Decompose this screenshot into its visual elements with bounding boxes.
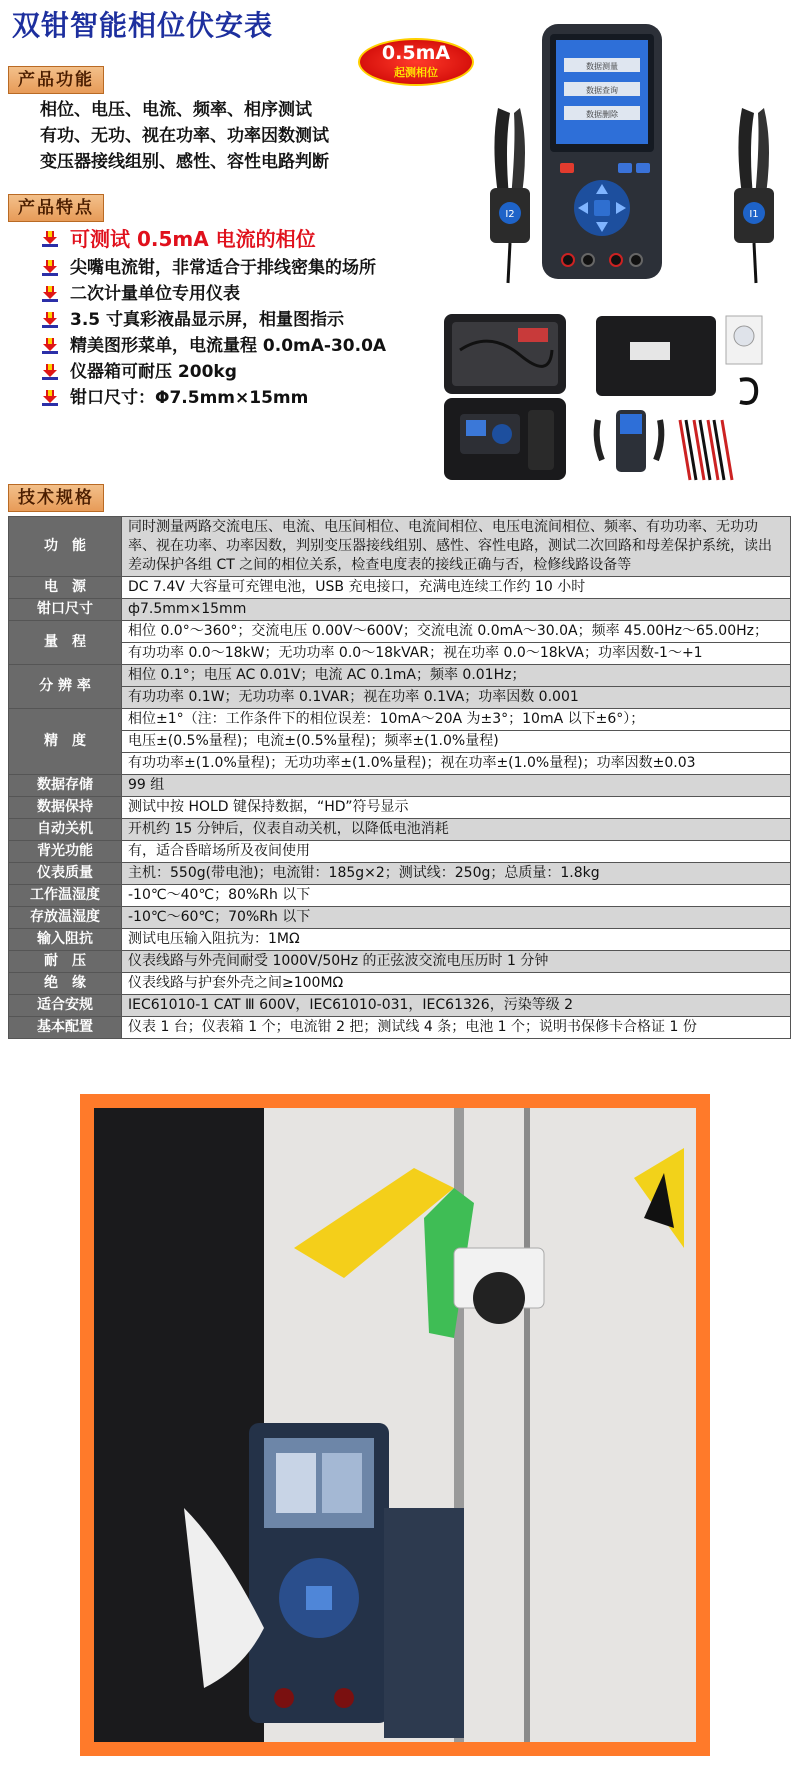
feature-item [40, 255, 376, 281]
feature-item [40, 333, 386, 359]
table-row [9, 775, 791, 797]
spec-label: 功 能 [9, 517, 122, 577]
sensitivity-badge [358, 38, 474, 86]
page-title: 双钳智能相位伏安表 [12, 9, 274, 42]
badge-value: 0.5mA [381, 42, 451, 64]
spec-label: 背光功能 [9, 841, 122, 863]
table-row [9, 863, 791, 885]
spec-value: 测试中按 HOLD 键保持数据，“HD”符号显示 [122, 797, 791, 819]
spec-value: 电压±(0.5%量程)；电流±(0.5%量程)；频率±(1.0%量程) [122, 731, 791, 753]
spec-label: 分 辨 率 [9, 665, 122, 709]
spec-label: 电 源 [9, 577, 122, 599]
spec-label: 钳口尺寸 [9, 599, 122, 621]
field-photo-illustration [94, 1108, 696, 1742]
table-row [9, 797, 791, 819]
table-row [9, 731, 791, 753]
screen-item: 数据测量 [586, 62, 618, 71]
table-row [9, 995, 791, 1017]
spec-value: 相位 0.1°；电压 AC 0.01V；电流 AC 0.1mA；频率 0.01Hz； [122, 665, 791, 687]
meter-product-image [480, 18, 800, 288]
table-row [9, 819, 791, 841]
table-row [9, 577, 791, 599]
spec-label: 耐 压 [9, 951, 122, 973]
open-case-image [440, 310, 570, 485]
spec-value: 99 组 [122, 775, 791, 797]
spec-label: 基本配置 [9, 1017, 122, 1039]
table-row [9, 687, 791, 709]
spec-label: 输入阻抗 [9, 929, 122, 951]
spec-value: 有，适合昏暗场所及夜间使用 [122, 841, 791, 863]
section-tag-functions: 产品功能 [8, 66, 104, 94]
screen-item: 数据查询 [586, 86, 618, 95]
table-row [9, 929, 791, 951]
spec-value: 主机：550g(带电池)；电流钳：185g×2；测试线：250g；总质量：1.8kg [122, 863, 791, 885]
spec-value: 仪表 1 台；仪表箱 1 个；电流钳 2 把；测试线 4 条；电池 1 个；说明书保修卡合格证 1 份 [122, 1017, 791, 1039]
spec-value: 有功功率 0.0～18kW；无功功率 0.0～18kVAR；视在功率 0.0～18kVA；功率因数-1～+1 [122, 643, 791, 665]
arrow-bullet-icon [40, 229, 60, 249]
clamp-left [490, 108, 530, 283]
spec-value: 有功功率±(1.0%量程)；无功功率±(1.0%量程)；视在功率±(1.0%量程)；功率因数±0.03 [122, 753, 791, 775]
spec-value: 开机约 15 分钟后，仪表自动关机，以降低电池消耗 [122, 819, 791, 841]
table-row [9, 599, 791, 621]
feature-text: 尖嘴电流钳，非常适合于排线密集的场所 [70, 258, 376, 278]
spec-label: 绝 缘 [9, 973, 122, 995]
table-row [9, 753, 791, 775]
table-row [9, 907, 791, 929]
spec-value: 测试电压输入阻抗为：1MΩ [122, 929, 791, 951]
feature-text: 二次计量单位专用仪表 [70, 284, 240, 304]
meter-body [542, 24, 662, 279]
arrow-bullet-icon [40, 310, 60, 330]
table-row [9, 643, 791, 665]
feature-text: 精美图形菜单，电流量程 0.0mA-30.0A [70, 336, 387, 356]
spec-value: 仪表线路与护套外壳之间≥100MΩ [122, 973, 791, 995]
spec-value: 有功功率 0.1W；无功功率 0.1VAR；视在功率 0.1VA；功率因数 0.001 [122, 687, 791, 709]
spec-label: 仪表质量 [9, 863, 122, 885]
function-line: 相位、电压、电流、频率、相序测试 [40, 100, 312, 120]
spec-value: 同时测量两路交流电压、电流、电压间相位、电流间相位、电压电流间相位、频率、有功功率、无功功率、视在功率、功率因数，判别变压器接线组别、感性、容性电路，测试二次回路和母差保护系统，读出差动保护各组 CT 之间的相位关系，检查电度表的接线正确与否，检修线路设备等 [122, 517, 791, 577]
arrow-bullet-icon [40, 284, 60, 304]
table-row [9, 885, 791, 907]
table-row [9, 1017, 791, 1039]
feature-item [40, 307, 344, 333]
spec-value: DC 7.4V 大容量可充锂电池，USB 充电接口，充满电连续工作约 10 小时 [122, 577, 791, 599]
arrow-bullet-icon [40, 336, 60, 356]
field-photo [94, 1108, 696, 1742]
table-row [9, 621, 791, 643]
spec-value: 相位±1°（注：工作条件下的相位误差：10mA～20A 为±3°；10mA 以下±6°）； [122, 709, 791, 731]
spec-label: 数据存储 [9, 775, 122, 797]
clamp-right-label: I1 [749, 209, 759, 220]
feature-text: 仪器箱可耐压 200kg [70, 362, 237, 382]
screen-item: 数据删除 [586, 110, 618, 119]
spec-label: 工作温湿度 [9, 885, 122, 907]
spec-label: 数据保持 [9, 797, 122, 819]
arrow-bullet-icon [40, 388, 60, 408]
section-tag-specs: 技术规格 [8, 484, 104, 512]
section-tag-features: 产品特点 [8, 194, 104, 222]
table-row [9, 841, 791, 863]
feature-item [40, 281, 240, 307]
function-line: 变压器接线组别、感性、容性电路判断 [40, 152, 329, 172]
feature-text: 3.5 寸真彩液晶显示屏，相量图指示 [70, 310, 345, 330]
spec-label: 精 度 [9, 709, 122, 775]
table-row [9, 517, 791, 577]
clamp-right [734, 108, 774, 283]
spec-label: 量 程 [9, 621, 122, 665]
function-line: 有功、无功、视在功率、功率因数测试 [40, 126, 329, 146]
spec-value: -10℃～40℃；80%Rh 以下 [122, 885, 791, 907]
feature-text: 可测试 0.5mA 电流的相位 [70, 227, 316, 251]
table-row [9, 973, 791, 995]
feature-item [40, 385, 308, 411]
spec-label: 适合安规 [9, 995, 122, 1017]
table-row [9, 665, 791, 687]
spec-label: 存放温湿度 [9, 907, 122, 929]
accessories-image [590, 310, 790, 490]
spec-table [8, 516, 791, 1039]
spec-value: ф7.5mm×15mm [122, 599, 791, 621]
spec-value: 相位 0.0°～360°；交流电压 0.00V～600V；交流电流 0.0mA～30.0A；频率 45.00Hz～65.00Hz； [122, 621, 791, 643]
table-row [9, 709, 791, 731]
clamp-left-label: I2 [505, 209, 515, 220]
badge-caption: 起测相位 [394, 66, 438, 79]
spec-value: -10℃～60℃；70%Rh 以下 [122, 907, 791, 929]
feature-text: 钳口尺寸：Φ7.5mm×15mm [70, 388, 309, 408]
feature-item [40, 359, 237, 385]
feature-item [40, 226, 316, 252]
spec-value: 仪表线路与外壳间耐受 1000V/50Hz 的正弦波交流电压历时 1 分钟 [122, 951, 791, 973]
arrow-bullet-icon [40, 362, 60, 382]
table-row [9, 951, 791, 973]
spec-label: 自动关机 [9, 819, 122, 841]
arrow-bullet-icon [40, 258, 60, 278]
spec-value: IEC61010-1 CAT Ⅲ 600V，IEC61010-031，IEC61326，污染等级 2 [122, 995, 791, 1017]
